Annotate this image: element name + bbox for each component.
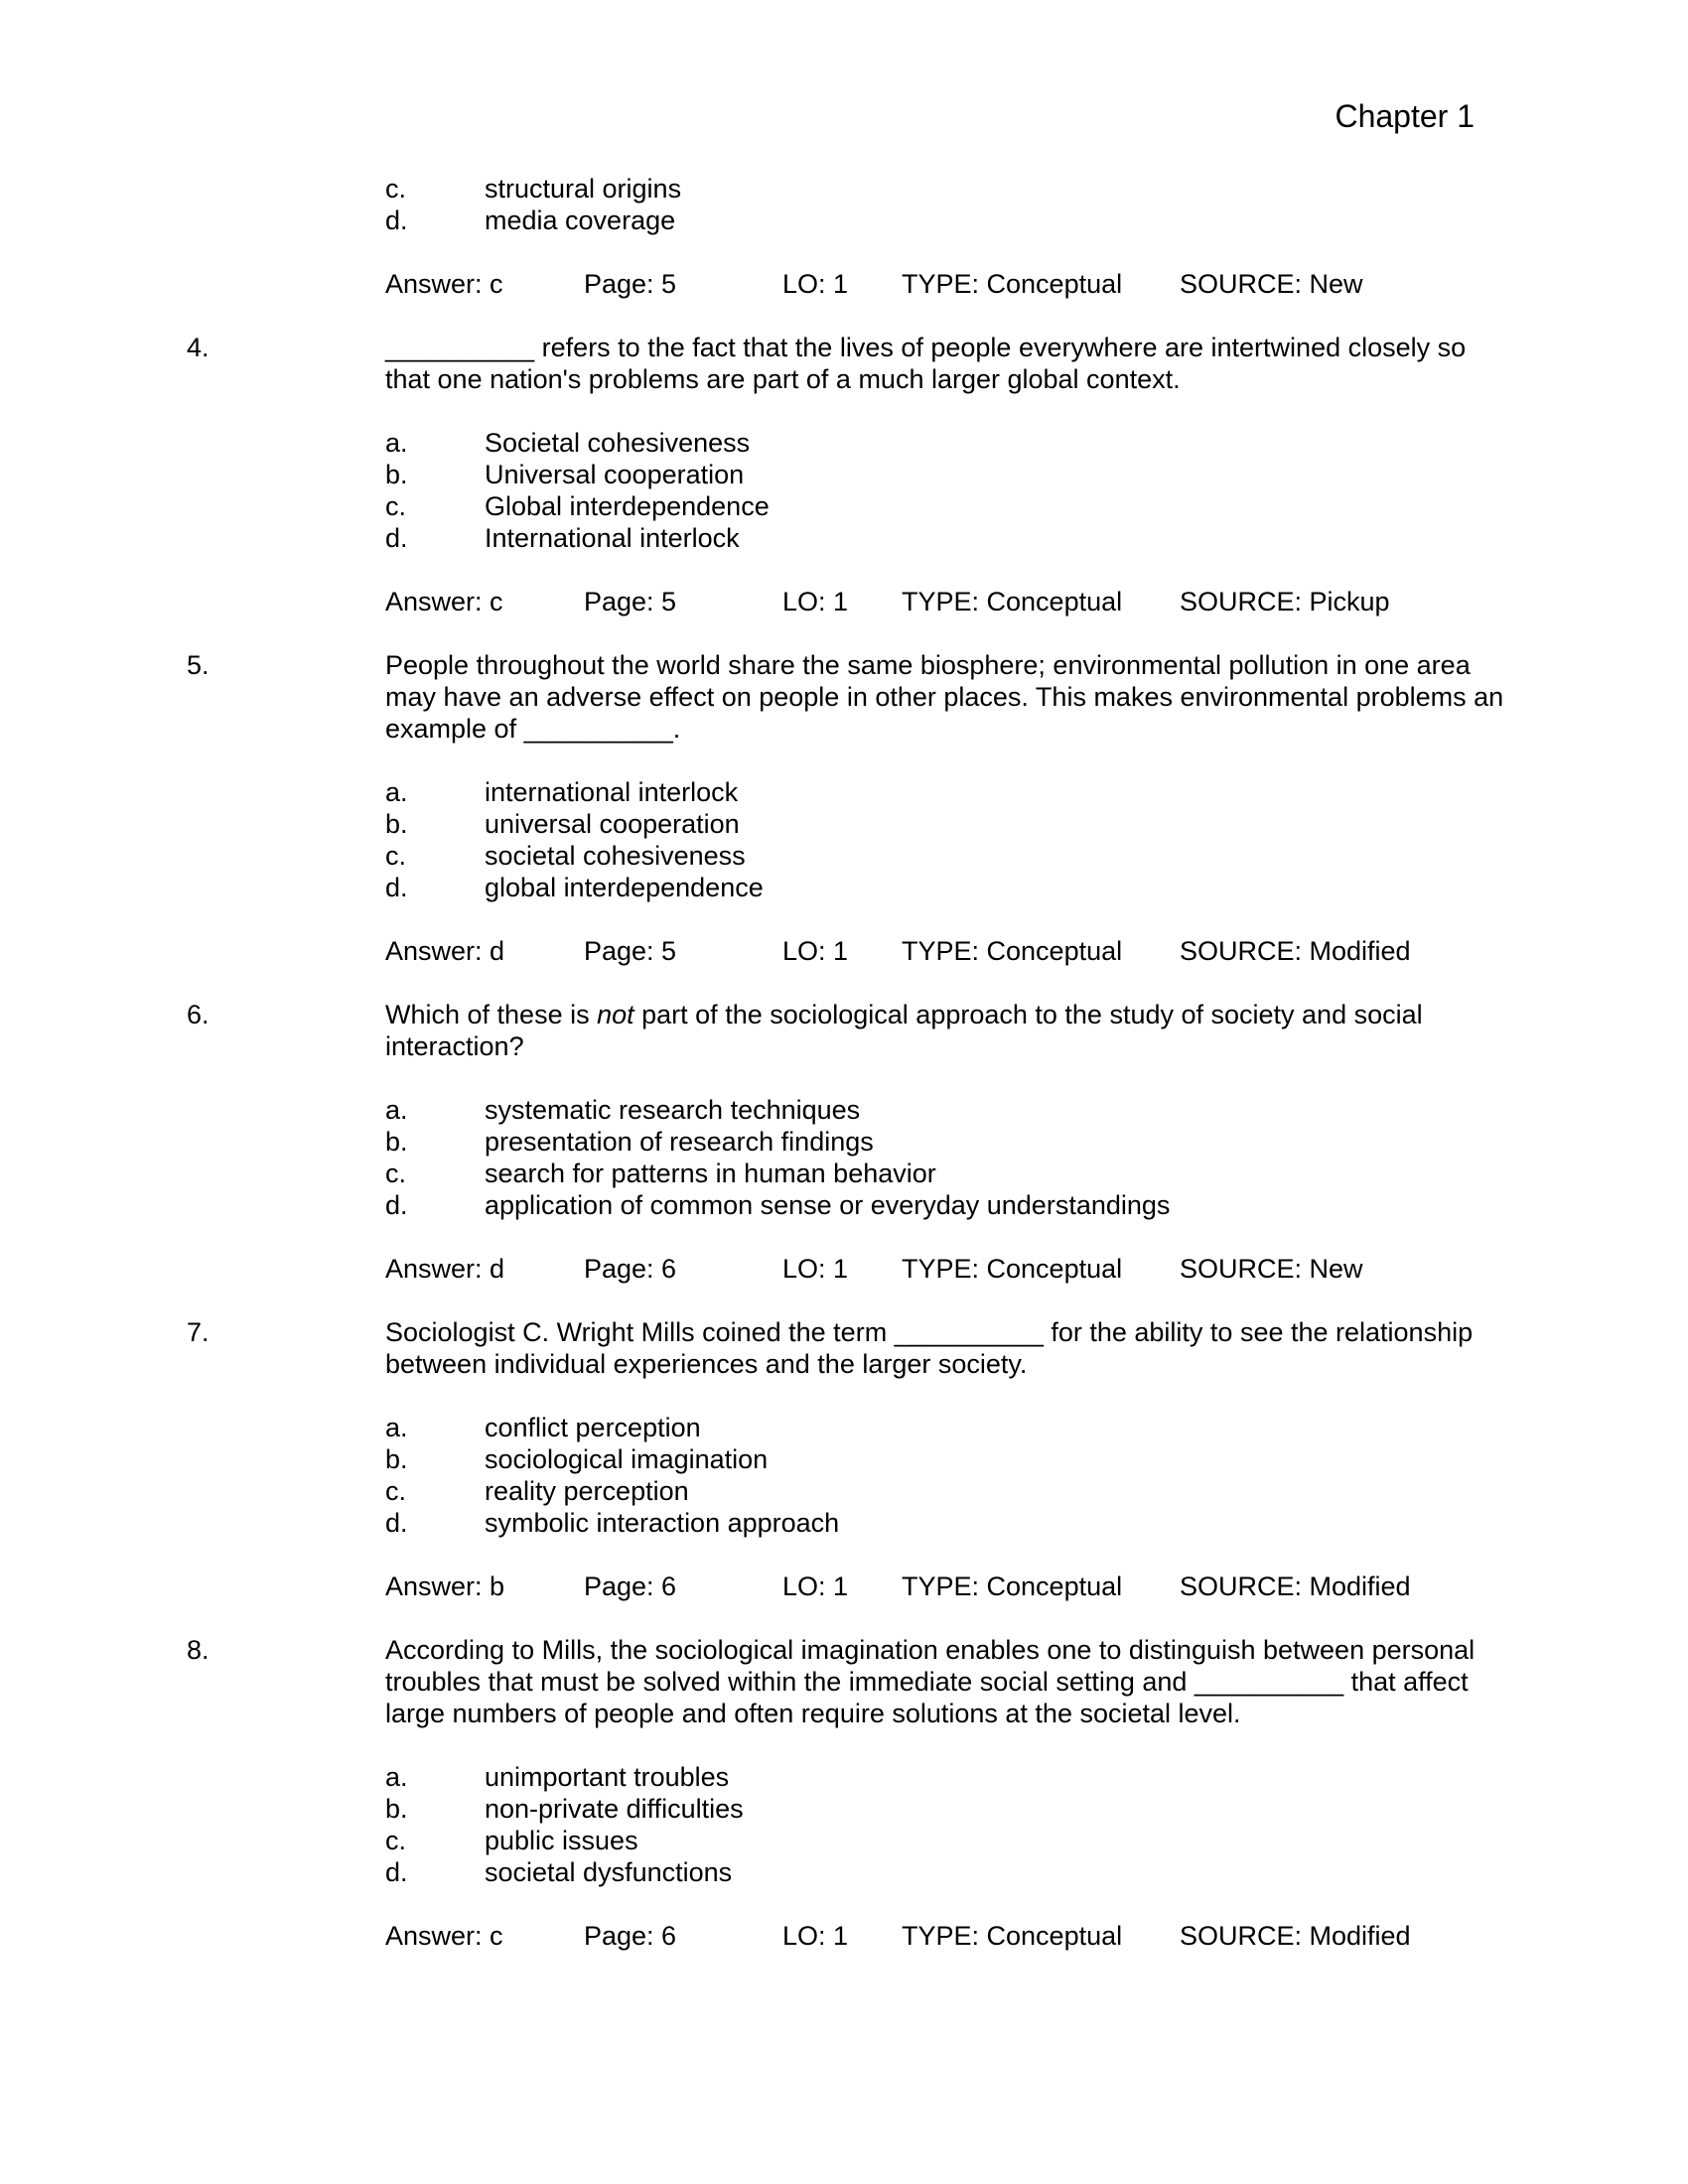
option-text: unimportant troubles	[485, 1762, 730, 1792]
option-text: presentation of research findings	[485, 1127, 874, 1157]
option-c	[385, 1158, 1688, 1189]
option-d	[385, 1189, 1688, 1221]
option-text: Societal cohesiveness	[485, 428, 751, 458]
question-7	[0, 1316, 1688, 1602]
option-text: Universal cooperation	[485, 460, 745, 489]
option-text: global interdependence	[485, 873, 764, 902]
question-type: TYPE: Conceptual	[902, 1254, 1123, 1284]
option-text: structural origins	[485, 174, 682, 204]
option-b	[385, 1793, 1688, 1825]
option-d	[385, 1856, 1688, 1888]
option-text: application of common sense or everyday understandings	[485, 1190, 1171, 1220]
learning-objective: LO: 1	[782, 1921, 849, 1951]
option-a	[385, 1761, 1688, 1793]
option-letter: b.	[385, 1794, 408, 1824]
option-a	[385, 427, 1688, 459]
question-number: 5.	[187, 650, 210, 680]
option-letter: a.	[385, 777, 408, 807]
question-source: SOURCE: Modified	[1180, 1571, 1411, 1601]
answer-key: Answer: c	[385, 269, 503, 299]
option-a	[385, 776, 1688, 808]
option-text: societal cohesiveness	[485, 841, 746, 871]
question-source: SOURCE: Pickup	[1180, 587, 1390, 616]
question-source: SOURCE: New	[1180, 269, 1363, 299]
question-type: TYPE: Conceptual	[902, 936, 1123, 966]
question-number: 6.	[187, 1000, 210, 1029]
answer-meta	[0, 1920, 1688, 1952]
answer-options	[0, 1761, 1688, 1888]
answer-key: Answer: d	[385, 1254, 505, 1284]
option-letter: b.	[385, 1127, 408, 1157]
answer-options	[0, 1094, 1688, 1221]
answer-meta	[0, 268, 1688, 300]
question-list	[0, 173, 1688, 1952]
option-d	[385, 205, 1688, 236]
page-ref: Page: 6	[584, 1254, 677, 1284]
question-text: According to Mills, the sociological imagination enables one to distinguish between personal troubles that must be solved within the immediate social setting and __________ that affect large numbers of people and often require solutions at the societal level.	[385, 1635, 1476, 1728]
option-text: symbolic interaction approach	[485, 1508, 840, 1538]
page-ref: Page: 6	[584, 1921, 677, 1951]
option-text: systematic research techniques	[485, 1095, 861, 1125]
page-ref: Page: 6	[584, 1571, 677, 1601]
question-type: TYPE: Conceptual	[902, 587, 1123, 616]
learning-objective: LO: 1	[782, 587, 849, 616]
emphasis-not: not	[597, 1000, 634, 1029]
answer-options	[0, 427, 1688, 554]
option-c	[385, 1825, 1688, 1856]
answer-meta	[0, 1253, 1688, 1285]
question-type: TYPE: Conceptual	[902, 269, 1123, 299]
option-a	[385, 1412, 1688, 1443]
option-letter: c.	[385, 491, 407, 521]
question-source: SOURCE: Modified	[1180, 1921, 1411, 1951]
option-letter: d.	[385, 1857, 408, 1887]
option-text: conflict perception	[485, 1413, 701, 1442]
option-letter: c.	[385, 841, 407, 871]
page-ref: Page: 5	[584, 936, 677, 966]
answer-key: Answer: b	[385, 1571, 505, 1601]
option-letter: c.	[385, 1826, 407, 1855]
page-ref: Page: 5	[584, 587, 677, 616]
option-text: Global interdependence	[485, 491, 770, 521]
question-number: 8.	[187, 1635, 210, 1665]
question-text: People throughout the world share the same biosphere; environmental pollution in one area may have an adverse effect on people in other places. This makes environmental problems an example of __________.	[385, 650, 1504, 744]
learning-objective: LO: 1	[782, 1254, 849, 1284]
answer-options	[0, 1412, 1688, 1539]
option-letter: a.	[385, 1762, 408, 1792]
option-c	[385, 1475, 1688, 1507]
answer-meta	[0, 586, 1688, 617]
question-text: __________ refers to the fact that the lives of people everywhere are intertwined closely so that one nation's problems are part of a much larger global context.	[385, 333, 1467, 394]
question-text: Sociologist C. Wright Mills coined the term __________ for the ability to see the relationship between individual experiences and the larger society.	[385, 1317, 1474, 1379]
option-text: media coverage	[485, 205, 676, 235]
option-b	[385, 1126, 1688, 1158]
question-3-continued	[0, 173, 1688, 300]
option-text: universal cooperation	[485, 809, 740, 839]
question-source: SOURCE: New	[1180, 1254, 1363, 1284]
option-letter: b.	[385, 1444, 408, 1474]
option-text: reality perception	[485, 1476, 689, 1506]
option-text: international interlock	[485, 777, 739, 807]
answer-key: Answer: c	[385, 1921, 503, 1951]
option-a	[385, 1094, 1688, 1126]
option-letter: b.	[385, 460, 408, 489]
option-b	[385, 1443, 1688, 1475]
option-text: sociological imagination	[485, 1444, 769, 1474]
question-text: Which of these is not part of the sociological approach to the study of society and social interaction?	[385, 1000, 1423, 1061]
option-text: search for patterns in human behavior	[485, 1159, 936, 1188]
option-c	[385, 173, 1688, 205]
question-8	[0, 1634, 1688, 1952]
page-ref: Page: 5	[584, 269, 677, 299]
question-type: TYPE: Conceptual	[902, 1571, 1123, 1601]
option-letter: a.	[385, 1095, 408, 1125]
option-c	[385, 490, 1688, 522]
answer-meta	[0, 935, 1688, 967]
question-source: SOURCE: Modified	[1180, 936, 1411, 966]
option-letter: b.	[385, 809, 408, 839]
question-5	[0, 649, 1688, 967]
answer-meta	[0, 1570, 1688, 1602]
question-number: 4.	[187, 333, 210, 362]
option-text: public issues	[485, 1826, 638, 1855]
answer-options	[0, 173, 1688, 236]
option-letter: a.	[385, 428, 408, 458]
option-letter: c.	[385, 174, 407, 204]
answer-key: Answer: c	[385, 587, 503, 616]
option-letter: d.	[385, 873, 408, 902]
option-letter: a.	[385, 1413, 408, 1442]
option-letter: d.	[385, 523, 408, 553]
option-d	[385, 1507, 1688, 1539]
learning-objective: LO: 1	[782, 1571, 849, 1601]
option-letter: c.	[385, 1159, 407, 1188]
option-text: societal dysfunctions	[485, 1857, 733, 1887]
question-6	[0, 999, 1688, 1285]
option-b	[385, 459, 1688, 490]
answer-options	[0, 776, 1688, 903]
option-letter: d.	[385, 1190, 408, 1220]
chapter-header: Chapter 1	[1335, 98, 1475, 134]
option-d	[385, 872, 1688, 903]
question-type: TYPE: Conceptual	[902, 1921, 1123, 1951]
option-letter: d.	[385, 1508, 408, 1538]
answer-key: Answer: d	[385, 936, 505, 966]
question-number: 7.	[187, 1317, 210, 1347]
option-text: non-private difficulties	[485, 1794, 744, 1824]
option-d	[385, 522, 1688, 554]
option-text: International interlock	[485, 523, 740, 553]
option-letter: d.	[385, 205, 408, 235]
option-b	[385, 808, 1688, 840]
option-c	[385, 840, 1688, 872]
option-letter: c.	[385, 1476, 407, 1506]
question-4	[0, 332, 1688, 617]
learning-objective: LO: 1	[782, 269, 849, 299]
learning-objective: LO: 1	[782, 936, 849, 966]
